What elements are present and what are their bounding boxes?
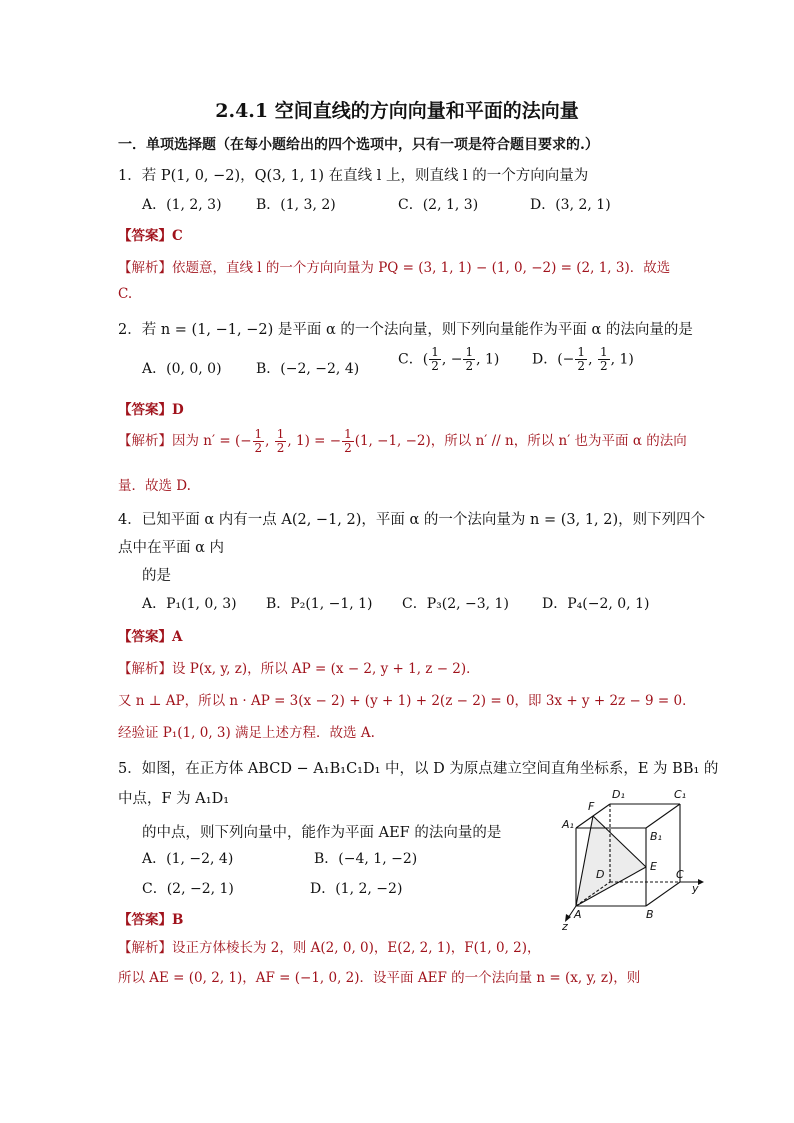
label-y: y <box>692 882 699 895</box>
q1-explanation-cont: C. <box>118 286 133 302</box>
q5-option-a: A．(1, −2, 4) <box>142 851 234 867</box>
q4-option-a: A．P₁(1, 0, 3) <box>142 596 237 612</box>
q2-option-a: A．(0, 0, 0) <box>142 361 222 377</box>
q4-explanation: 【解析】设 P(x, y, z)，所以 AP = (x − 2, y + 1, z − 2)． <box>118 661 480 677</box>
cube-figure <box>556 786 706 932</box>
q5-stem-line3: 的中点，则下列向量中，能作为平面 AEF 的法向量的是 <box>142 825 502 841</box>
q4-option-b: B．P₂(1, −1, 1) <box>266 596 373 612</box>
q4-answer: 【答案】A <box>118 629 183 645</box>
label-d: D <box>596 868 605 881</box>
q1-option-a: A．(1, 2, 3) <box>142 197 222 213</box>
q1-option-c: C．(2, 1, 3) <box>398 197 479 213</box>
q5-answer: 【答案】B <box>118 912 184 928</box>
q1-explanation: 【解析】依题意，直线 l 的一个方向向量为 PQ = (3, 1, 1) − (1, 0, −2) = (2, 1, 3)．故选 <box>118 260 671 276</box>
q2-explanation-cont: 量．故选 D. <box>118 478 191 494</box>
label-a: A <box>574 908 582 921</box>
label-e: E <box>650 860 657 873</box>
label-b: B <box>646 908 654 921</box>
page-title: 2.4.1 空间直线的方向向量和平面的法向量 <box>215 100 579 122</box>
q5-option-d: D．(1, 2, −2) <box>310 881 403 897</box>
q2-option-d: D．(− $\frac{1}{2}$ , $\frac{1}{2}$ , 1) <box>532 345 634 373</box>
label-a1: A₁ <box>562 818 574 831</box>
q2-option-b: B．(−2, −2, 4) <box>256 361 360 377</box>
label-z: z <box>562 920 568 932</box>
q5-stem: 5．如图，在正方体 ABCD − A₁B₁C₁D₁ 中，以 D 为原点建立空间直角坐标系，E 为 BB₁ 的 <box>118 761 719 777</box>
q2-stem: 2．若 n = (1, −1, −2) 是平面 α 的一个法向量，则下列向量能作为平面 α 的法向量的是 <box>118 322 693 338</box>
q4-stem: 4．已知平面 α 内有一点 A(2, −1, 2)，平面 α 的一个法向量为 n = (3, 1, 2)，则下列四个 <box>118 512 706 528</box>
q1-stem: 1．若 P(1, 0, −2)，Q(3, 1, 1) 在直线 l 上，则直线 l 的一个方向向量为 <box>118 168 589 184</box>
q2-explanation: 【解析】因为 n′ = (− $\frac{1}{2}$ , $\frac{1}{2}$ , 1) = − $\frac{1}{2}$ (1, −1, −2)，所以 n′ // n，所以 n′ 也为平面 α 的法向 <box>118 427 687 455</box>
q5-option-c: C．(2, −2, 1) <box>142 881 234 897</box>
q5-explanation: 【解析】设正方体棱长为 2，则 A(2, 0, 0)，E(2, 2, 1)，F(1, 0, 2)， <box>118 940 541 956</box>
q1-option-b: B．(1, 3, 2) <box>256 197 336 213</box>
q4-option-d: D．P₄(−2, 0, 1) <box>542 596 650 612</box>
label-f: F <box>588 800 595 813</box>
q1-answer: 【答案】C <box>118 228 183 244</box>
q1-option-d: D．(3, 2, 1) <box>530 197 611 213</box>
q4-stem-line2: 点中在平面 α 内 <box>118 540 225 556</box>
q5-option-b: B．(−4, 1, −2) <box>314 851 418 867</box>
section-heading: 一．单项选择题（在每小题给出的四个选项中，只有一项是符合题目要求的.） <box>118 137 599 153</box>
q4-option-c: C．P₃(2, −3, 1) <box>402 596 509 612</box>
label-b1: B₁ <box>650 830 662 843</box>
q5-explanation-line2: 所以 AE = (0, 2, 1)，AF = (−1, 0, 2)．设平面 AEF 的一个法向量 n = (x, y, z)，则 <box>118 970 641 986</box>
q4-explanation-line2: 又 n ⊥ AP，所以 n · AP = 3(x − 2) + (y + 1) + 2(z − 2) = 0，即 3x + y + 2z − 9 = 0． <box>118 693 696 709</box>
label-d1: D₁ <box>612 788 625 801</box>
label-c: C <box>676 868 684 881</box>
label-c1: C₁ <box>674 788 687 801</box>
q5-stem-line2: 中点，F 为 A₁D₁ <box>118 791 230 807</box>
q2-answer: 【答案】D <box>118 402 184 418</box>
q2-option-c: C．( $\frac{1}{2}$ , − $\frac{1}{2}$ , 1) <box>398 345 500 373</box>
q4-stem-line3: 的是 <box>142 568 171 584</box>
q4-explanation-line3: 经验证 P₁(1, 0, 3) 满足上述方程．故选 A. <box>118 725 375 741</box>
